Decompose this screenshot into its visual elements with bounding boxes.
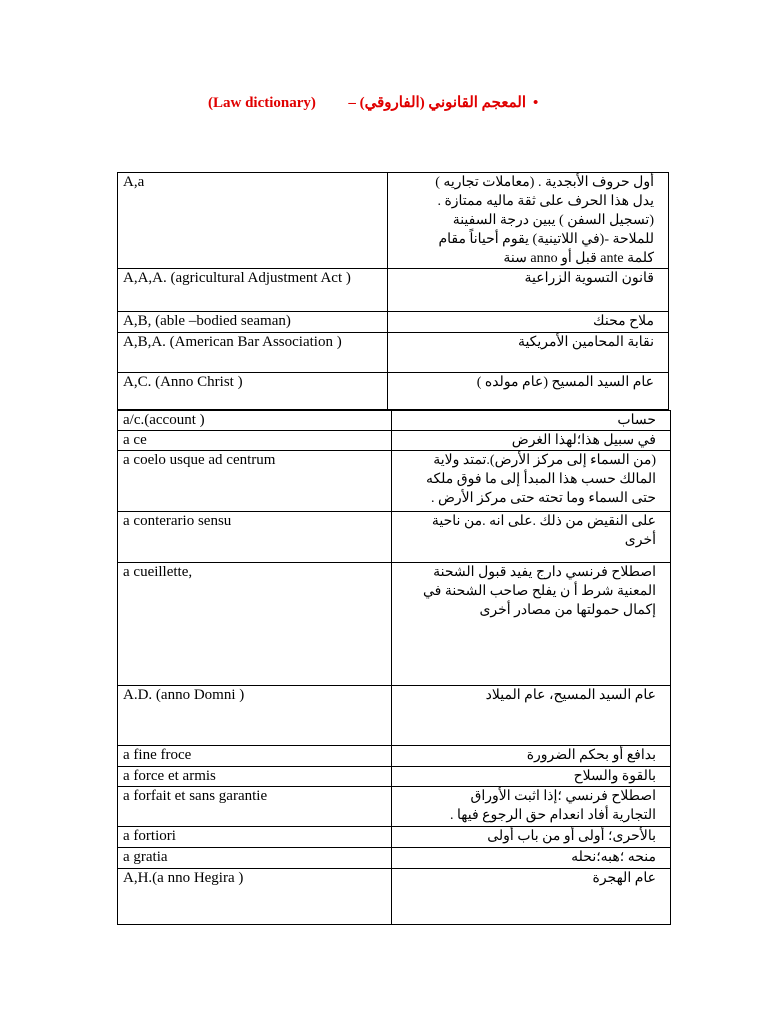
definition-cell (388, 312, 669, 333)
table-row (118, 373, 669, 410)
definition-line: اصطلاح فرنسي دارج يفيد قبول الشحنة (433, 565, 656, 580)
definition-line: بدافع أو بحكم الضرورة (526, 748, 656, 763)
definition-line: منحه ؛هبه؛نحله (571, 850, 656, 865)
definition-cell (388, 333, 669, 373)
title-english: (Law dictionary) (208, 95, 316, 111)
definition-cell (392, 848, 671, 869)
definition-line: قانون التسوية الزراعية (524, 271, 654, 286)
definition-line: ملاح محنك (593, 314, 654, 329)
table-row (118, 411, 671, 431)
definition-cell (392, 686, 671, 746)
definition-cell (392, 767, 671, 787)
definition-line: المعنية شرط أ ن يفلح صاحب الشحنة في (422, 584, 656, 599)
definition-cell (392, 869, 671, 925)
term-cell: A,C. (Anno Christ ) (118, 373, 388, 410)
term-cell: A,a (118, 173, 388, 269)
document-title (200, 92, 556, 114)
definition-cell (392, 827, 671, 848)
table-row (118, 269, 669, 312)
definition-cell (392, 411, 671, 431)
title-bullet: • (533, 95, 539, 111)
definition-line: اصطلاح فرنسي ؛إذا اثبت الأوراق (470, 789, 656, 804)
table-row (118, 451, 671, 512)
definition-line: نقابة المحامين الأمريكية (517, 335, 654, 350)
table-row (118, 431, 671, 451)
definition-cell (392, 431, 671, 451)
definition-line: عام الهجرة (592, 871, 656, 886)
definition-line: أول حروف الأبجدية . (معاملات تجاريه ) (435, 175, 654, 190)
term-cell: a forfait et sans garantie (118, 787, 392, 827)
table-row (118, 767, 671, 787)
definition-line: حتى السماء وما تحته حتى مركز الأرض . (430, 491, 656, 506)
definition-line: المالك حسب هذا المبدأ إلى ما فوق ملكه (425, 472, 656, 487)
definition-line: (من السماء إلى مركز الأرض).تمتد ولاية (433, 453, 656, 468)
term-cell: A,H.(a nno Hegira ) (118, 869, 392, 925)
definition-line: عام السيد المسيح، عام الميلاد (485, 688, 656, 703)
definition-line: في سبيل هذا؛لهذا الغرض (511, 433, 656, 448)
term-cell: a gratia (118, 848, 392, 869)
table-row (118, 173, 669, 269)
definition-line: عام السيد المسيح (عام مولده ) (476, 375, 654, 390)
definition-line: بالقوة والسلاح (573, 769, 656, 784)
table-row (118, 512, 671, 563)
definition-line: كلمة ante قبل أو anno سنة (503, 251, 654, 266)
definition-cell (392, 746, 671, 767)
table-row (118, 333, 669, 373)
definition-line: أخرى (624, 533, 656, 548)
term-cell: a coelo usque ad centrum (118, 451, 392, 512)
table-row (118, 746, 671, 767)
definition-cell (392, 787, 671, 827)
table-row (118, 869, 671, 925)
table-row (118, 827, 671, 848)
term-cell: a fortiori (118, 827, 392, 848)
table-row (118, 563, 671, 686)
dictionary-table-1 (117, 172, 669, 410)
term-cell: a force et armis (118, 767, 392, 787)
definition-line: يدل هذا الحرف على ثقة ماليه ممتازة . (437, 194, 654, 209)
table-row (118, 848, 671, 869)
dictionary-table-2 (117, 410, 671, 925)
definition-line: على النقيض من ذلك .على انه .من ناحية (431, 514, 656, 529)
term-cell: A,A,A. (agricultural Adjustment Act ) (118, 269, 388, 312)
definition-cell (392, 451, 671, 512)
table-row (118, 787, 671, 827)
term-cell: a fine froce (118, 746, 392, 767)
definition-cell (392, 563, 671, 686)
definition-cell (388, 173, 669, 269)
definition-line: (تسجيل السفن ) يبين درجة السفينة (452, 213, 654, 228)
definition-line: للملاحة -(في اللاتينية) يقوم أحياناً مقام (438, 232, 654, 247)
term-cell: A.D. (anno Domni ) (118, 686, 392, 746)
term-cell: A,B, (able –bodied seaman) (118, 312, 388, 333)
table-row (118, 686, 671, 746)
definition-line: إكمال حمولتها من مصادر أخرى (479, 603, 656, 618)
term-cell: a/c.(account ) (118, 411, 392, 431)
term-cell: a ce (118, 431, 392, 451)
title-arabic: المعجم القانوني (الفاروقي) – (348, 95, 526, 111)
definition-line: التجارية أفاد انعدام حق الرجوع فيها . (450, 808, 656, 823)
definition-line: حساب (617, 413, 656, 428)
definition-cell (388, 373, 669, 410)
table-row (118, 312, 669, 333)
definition-cell (392, 512, 671, 563)
term-cell: A,B,A. (American Bar Association ) (118, 333, 388, 373)
definition-line: بالأحرى؛ أولى أو من باب أولى (487, 829, 656, 844)
term-cell: a cueillette, (118, 563, 392, 686)
definition-cell (388, 269, 669, 312)
term-cell: a conterario sensu (118, 512, 392, 563)
